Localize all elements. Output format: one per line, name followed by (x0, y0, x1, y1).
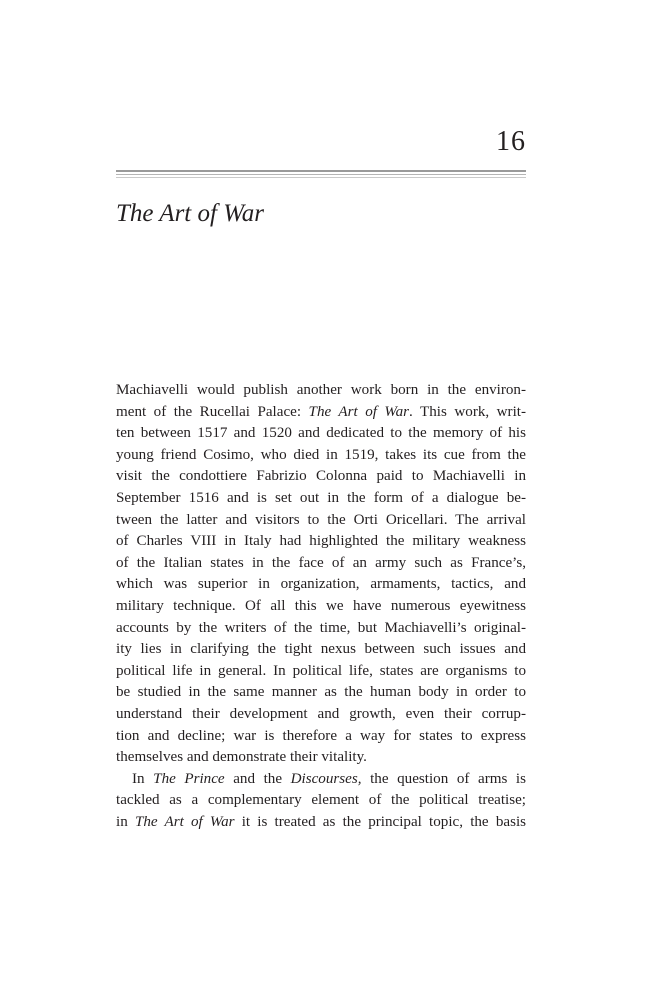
chapter-number: 16 (496, 126, 526, 157)
text-line (116, 596, 526, 618)
text-segment: ity lies in clarifying the tight nexus between such issues and (116, 641, 526, 658)
text-segment: tion and decline; war is therefore a way for states to express (116, 727, 526, 744)
text-segment: of Charles VIII in Italy had highlighted the military weakness (116, 533, 526, 550)
chapter-rule (116, 174, 526, 175)
text-line (116, 402, 526, 424)
text-line (116, 488, 526, 510)
body-text (116, 380, 526, 833)
text-line (116, 531, 526, 553)
text-segment: tackled as a complementary element of the political treatise; (116, 792, 526, 809)
italic-title-text: Discourses, (290, 770, 362, 787)
text-line (116, 510, 526, 532)
text-segment: . This work, writ- (409, 403, 527, 420)
text-line (116, 618, 526, 640)
text-line (116, 380, 526, 402)
text-line (116, 747, 526, 769)
text-line (116, 812, 526, 834)
text-segment: Machiavelli would publish another work born in the environ- (116, 382, 526, 398)
text-segment: September 1516 and is set out in the form of a dialogue be- (116, 489, 526, 506)
text-segment: themselves and demonstrate their vitality. (116, 749, 367, 766)
text-line (116, 553, 526, 575)
text-segment: young friend Cosimo, who died in 1519, takes its cue from the (116, 446, 526, 463)
text-line (116, 466, 526, 488)
text-segment: of the Italian states in the face of an army such as France’s, (116, 554, 526, 571)
text-segment: the question of arms is (361, 770, 526, 787)
text-line (116, 704, 526, 726)
text-segment: accounts by the writers of the time, but Machiavelli’s original- (116, 619, 526, 636)
chapter-rule (116, 170, 526, 172)
text-segment: in (116, 813, 135, 830)
text-segment: political life in general. In political life, states are organisms to (116, 662, 526, 679)
italic-title-text: The Art of War (308, 403, 410, 420)
text-segment: tween the latter and visitors to the Orti Oricellari. The arrival (116, 511, 526, 528)
text-segment: ment of the Rucellai Palace: (116, 403, 309, 420)
text-line (116, 682, 526, 704)
chapter-title: The Art of War (116, 200, 264, 227)
italic-title-text: The Art of War (134, 813, 235, 830)
text-segment: and the (224, 770, 291, 787)
italic-title-text: The Prince (153, 770, 225, 787)
text-line (116, 769, 526, 791)
text-line (116, 639, 526, 661)
text-segment: be studied in the same manner as the human body in order to (116, 684, 526, 701)
text-line (116, 661, 526, 683)
text-line (116, 574, 526, 596)
text-line (116, 445, 526, 467)
text-line (116, 790, 526, 812)
text-line (116, 726, 526, 748)
text-segment: visit the condottiere Fabrizio Colonna paid to Machiavelli in (116, 468, 526, 485)
text-segment: understand their development and growth, even their corrup- (116, 705, 526, 722)
text-segment: which was superior in organization, armaments, tactics, and (116, 576, 526, 593)
text-segment: ten between 1517 and 1520 and dedicated to the memory of his (116, 425, 526, 442)
text-segment: In (132, 770, 154, 787)
chapter-rule (116, 177, 526, 178)
text-line (116, 423, 526, 445)
text-segment: it is treated as the principal topic, the basis (234, 813, 527, 830)
text-segment: military technique. Of all this we have numerous eyewitness (116, 597, 526, 614)
